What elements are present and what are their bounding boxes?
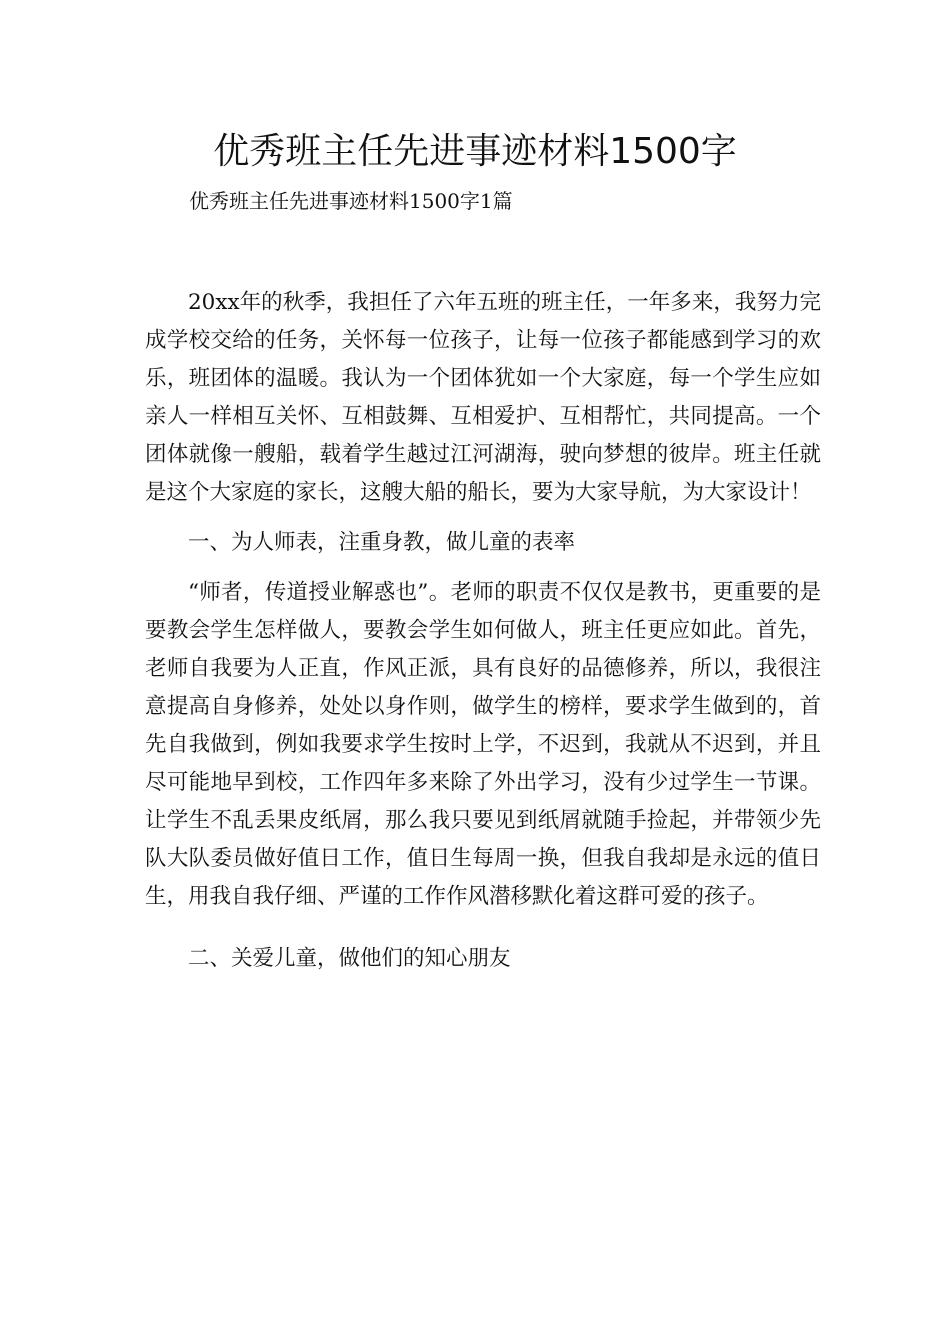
section-heading-1: 一、为人师表，注重身教，做儿童的表率 — [188, 530, 576, 555]
document-body — [145, 284, 821, 990]
document-title: 优秀班主任先进事迹材料1500字 — [213, 131, 737, 172]
paragraph-section-1: “师者，传道授业解惑也”。老师的职责不仅仅是教书，更重要的是要教会学生怎样做人，要教会学生如何做人，班主任更应如此。首先，老师自我要为人正直，作风正派，具有良好的品德修养，所以，我很注意提高自身修养，处处以身作则，做学生的榜样，要求学生做到的，首先自我做到，例如我要求学生按时上学，不迟到，我就从不迟到，并且尽可能地早到校，工作四年多来除了外出学习，没有少过学生一节课。让学生不乱丢果皮纸屑，那么我只要见到纸屑就随手捡起，并带领少先队大队委员做好值日工作，值日生每周一换，但我自我却是永远的值日生，用我自我仔细、严谨的工作作风潜移默化着这群可爱的孩子。 — [145, 580, 821, 909]
section-heading-2: 二、关爱儿童，做他们的知心朋友 — [188, 946, 511, 971]
paragraph-intro: 20xx年的秋季，我担任了六年五班的班主任，一年多来，我努力完成学校交给的任务，关怀每一位孩子，让每一位孩子都能感到学习的欢乐，班团体的温暖。我认为一个团体犹如一个大家庭，每一个学生应如亲人一样相互关怀、互相鼓舞、互相爱护、互相帮忙，共同提高。一个团体就像一艘船，载着学生越过江河湖海，驶向梦想的彼岸。班主任就是这个大家庭的家长，这艘大船的船长，要为大家导航，为大家设计！ — [145, 290, 821, 505]
document-subtitle: 优秀班主任先进事迹材料1500字1篇 — [189, 189, 513, 213]
